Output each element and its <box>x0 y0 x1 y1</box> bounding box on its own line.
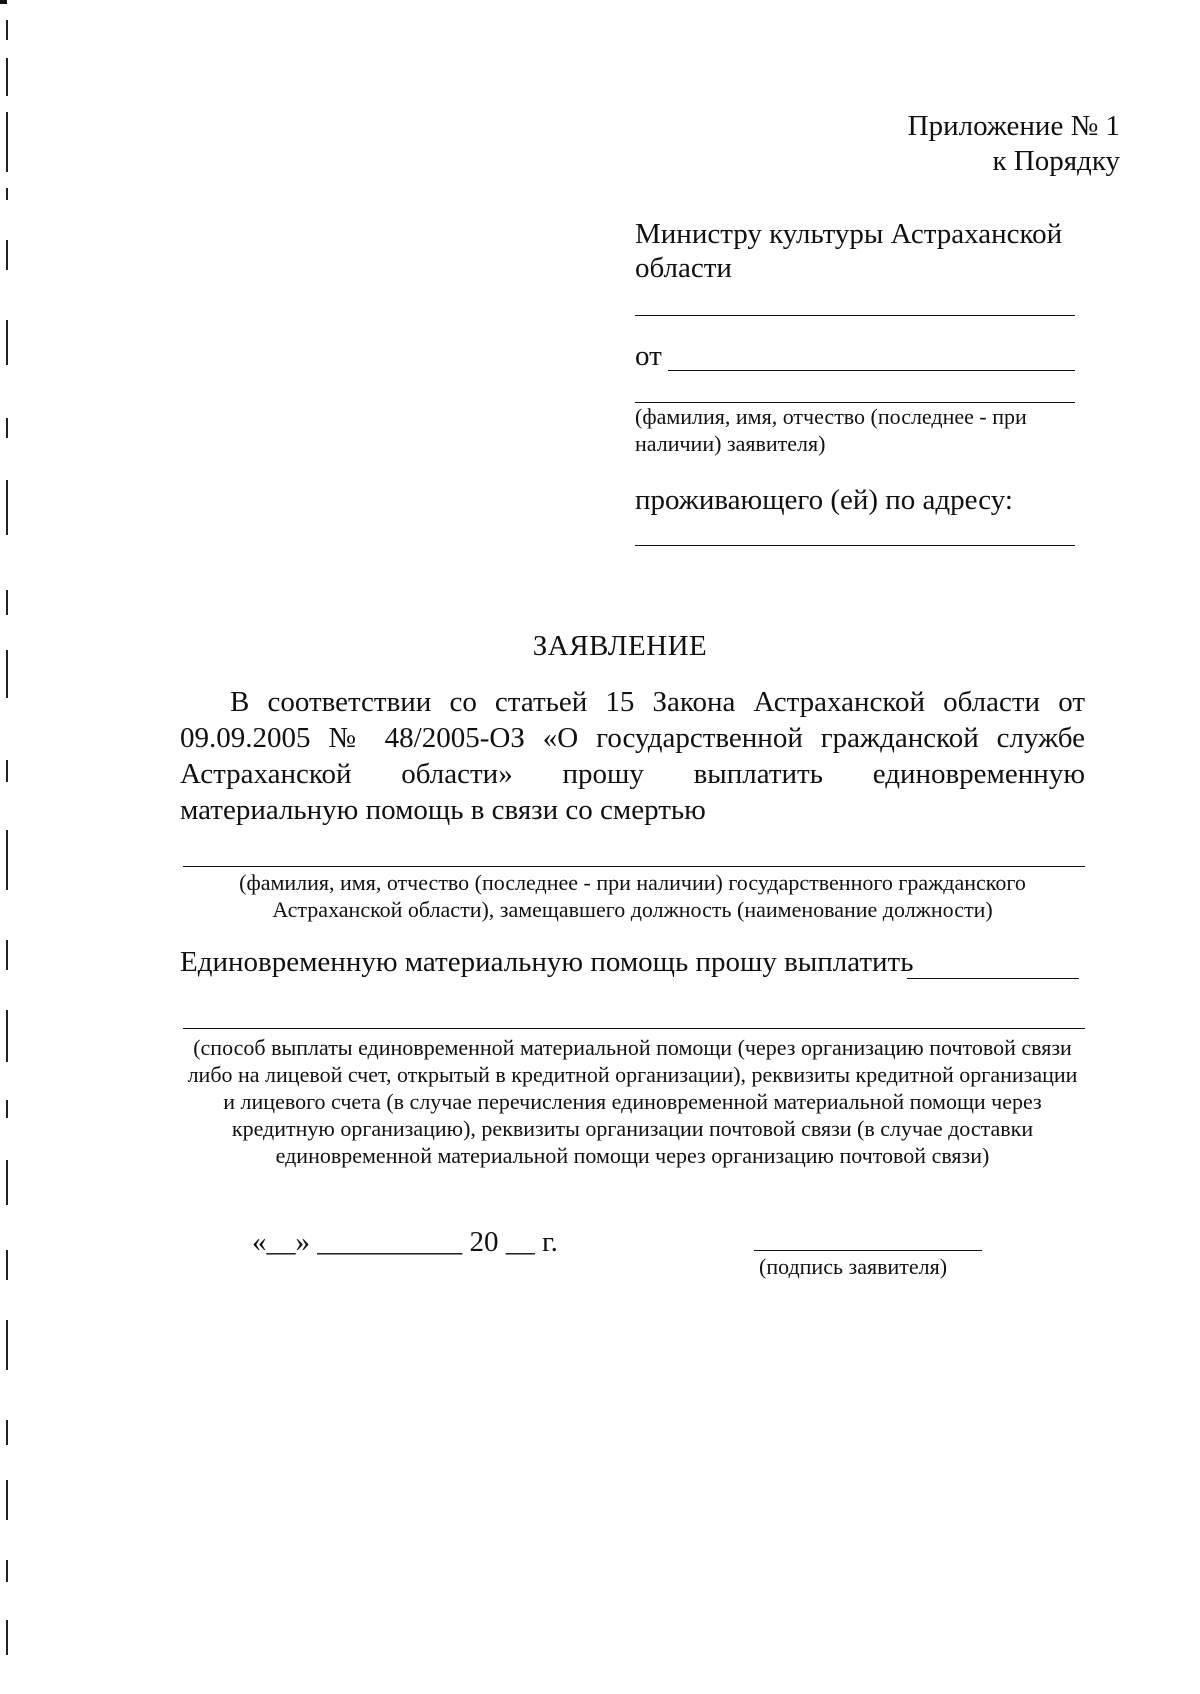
scan-edge-artifact <box>6 0 9 1694</box>
addressee-text: Министру культуры Астраханской области <box>635 218 1063 284</box>
appendix-subtitle: к Порядку <box>992 145 1120 177</box>
deceased-caption: (фамилия, имя, отчество (последнее - при наличии) государственного гражданского Астраханской области), замещавшего должность (наименование должности) <box>239 870 1026 922</box>
payment-label: Единовременную материальную помощь прошу выплатить <box>180 946 914 978</box>
deceased-name-line[interactable] <box>183 866 1085 867</box>
payment-caption: (способ выплаты единовременной материальной помощи (через организацию почтовой связи либо на лицевой счет, открытый в кредитной организации), реквизиты кредитной организации и лицевого счета (в случае перечисления единовременной материальной помощи через кредитную организацию), реквизиты организации почтовой связи (в случае доставки единовременной материальной помощи через организацию почтовой связи) <box>187 1035 1078 1168</box>
appendix-title: Приложение № 1 <box>907 110 1120 142</box>
signature-line[interactable] <box>754 1250 982 1251</box>
date-line: «__» __________ 20 __ г. <box>252 1226 558 1258</box>
address-label: проживающего (ей) по адресу: <box>635 484 1013 516</box>
applicant-name-line[interactable] <box>668 370 1075 371</box>
signature-caption: (подпись заявителя) <box>759 1254 948 1279</box>
applicant-caption: (фамилия, имя, отчество (последнее - при наличии) заявителя) <box>635 404 1027 456</box>
from-label: от <box>635 340 662 372</box>
application-body: В соответствии со статьей 15 Закона Астраханской области от 09.09.2005 № 48/2005-ОЗ «О государственной гражданской службе Астраханской области» прошу выплатить единовременную материальную помощь в связи со смертью <box>180 686 1085 826</box>
addressee-blank-line[interactable] <box>635 315 1075 316</box>
payment-method-line[interactable] <box>907 978 1079 979</box>
address-line[interactable] <box>635 545 1075 546</box>
payment-method-line-2[interactable] <box>183 1028 1085 1029</box>
document-title: ЗАЯВЛЕНИЕ <box>532 630 708 662</box>
